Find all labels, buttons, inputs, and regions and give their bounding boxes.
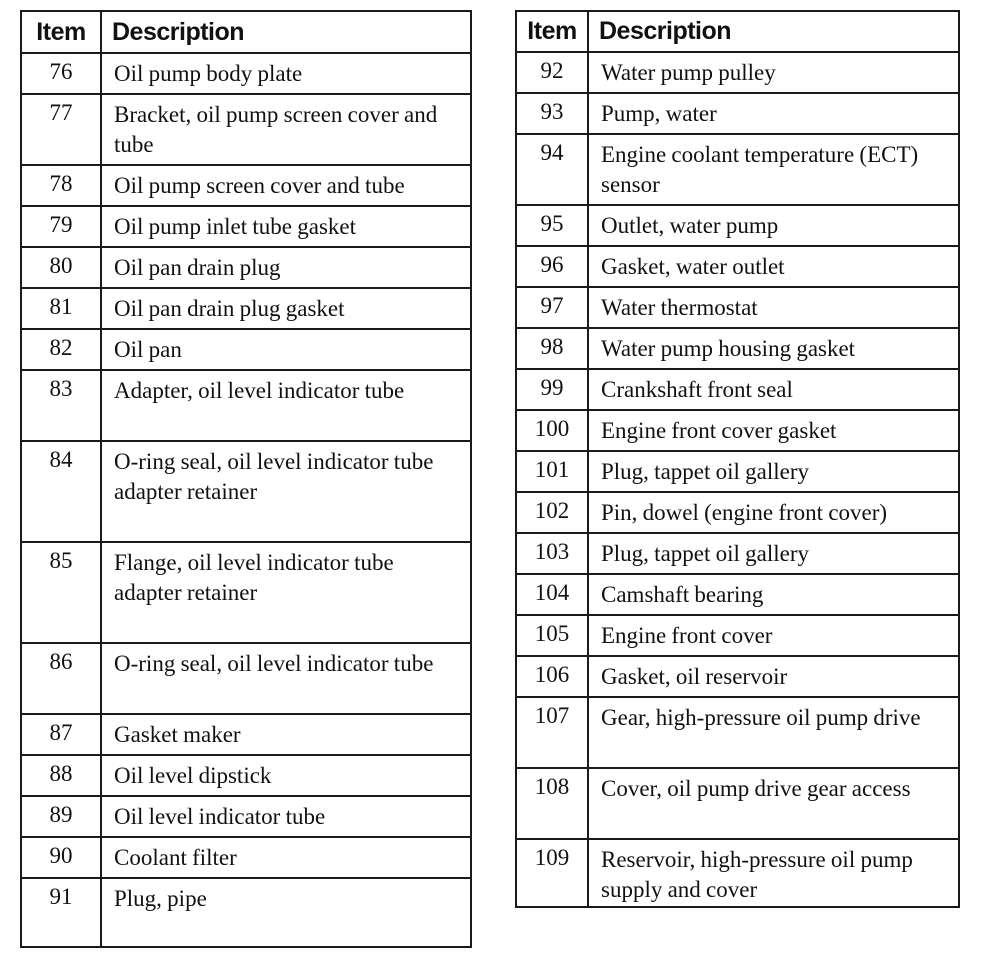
table-row	[516, 533, 959, 574]
item-number: 105	[516, 615, 588, 656]
table-row	[516, 839, 959, 907]
item-number: 97	[516, 287, 588, 328]
item-description: Oil pump screen cover and tube	[101, 165, 471, 206]
table-row	[21, 247, 471, 288]
item-description: Oil level indicator tube	[101, 796, 471, 837]
item-number: 107	[516, 697, 588, 768]
item-number: 106	[516, 656, 588, 697]
item-number: 83	[21, 370, 101, 441]
item-description: Reservoir, high-pressure oil pump supply and cover	[588, 839, 959, 907]
item-description: Flange, oil level indicator tube adapter retainer	[101, 542, 471, 643]
item-description: Crankshaft front seal	[588, 369, 959, 410]
item-number: 77	[21, 94, 101, 165]
table-row	[516, 52, 959, 93]
item-description: Gasket, water outlet	[588, 246, 959, 287]
parts-table-right	[515, 10, 960, 908]
table-row	[21, 878, 471, 947]
item-description: Gasket maker	[101, 714, 471, 755]
table-row	[516, 615, 959, 656]
item-number: 100	[516, 410, 588, 451]
item-number: 104	[516, 574, 588, 615]
table-row	[21, 542, 471, 643]
description-column-header: Description	[101, 11, 471, 53]
item-number: 90	[21, 837, 101, 878]
item-description: O-ring seal, oil level indicator tube adapter retainer	[101, 441, 471, 542]
item-number: 85	[21, 542, 101, 643]
item-description: Engine front cover gasket	[588, 410, 959, 451]
table-row	[516, 205, 959, 246]
table-header-row	[21, 11, 471, 53]
item-description: Outlet, water pump	[588, 205, 959, 246]
item-description: Water thermostat	[588, 287, 959, 328]
item-number: 98	[516, 328, 588, 369]
item-number: 99	[516, 369, 588, 410]
item-number: 82	[21, 329, 101, 370]
item-number: 76	[21, 53, 101, 94]
parts-table-left	[20, 10, 472, 948]
item-number: 91	[21, 878, 101, 947]
item-description: O-ring seal, oil level indicator tube	[101, 643, 471, 714]
item-description: Gear, high-pressure oil pump drive	[588, 697, 959, 768]
table-row	[21, 837, 471, 878]
item-number: 80	[21, 247, 101, 288]
item-description: Engine front cover	[588, 615, 959, 656]
table-row	[21, 370, 471, 441]
table-row	[21, 329, 471, 370]
item-number: 96	[516, 246, 588, 287]
table-row	[516, 328, 959, 369]
item-description: Oil pump inlet tube gasket	[101, 206, 471, 247]
item-description: Cover, oil pump drive gear access	[588, 768, 959, 839]
table-row	[516, 768, 959, 839]
table-row	[21, 288, 471, 329]
description-column-header: Description	[588, 11, 959, 52]
item-description: Plug, tappet oil gallery	[588, 533, 959, 574]
table-row	[516, 134, 959, 205]
item-description: Adapter, oil level indicator tube	[101, 370, 471, 441]
item-number: 95	[516, 205, 588, 246]
table-row	[516, 574, 959, 615]
item-column-header: Item	[21, 11, 101, 53]
table-row	[21, 755, 471, 796]
table-row	[516, 93, 959, 134]
item-description: Bracket, oil pump screen cover and tube	[101, 94, 471, 165]
item-number: 87	[21, 714, 101, 755]
item-number: 89	[21, 796, 101, 837]
item-number: 108	[516, 768, 588, 839]
item-number: 78	[21, 165, 101, 206]
table-row	[516, 246, 959, 287]
item-number: 103	[516, 533, 588, 574]
item-number: 109	[516, 839, 588, 907]
table-row	[21, 94, 471, 165]
item-description: Oil pan drain plug	[101, 247, 471, 288]
item-number: 79	[21, 206, 101, 247]
item-description: Plug, pipe	[101, 878, 471, 947]
table-row	[21, 643, 471, 714]
table-row	[516, 451, 959, 492]
item-column-header: Item	[516, 11, 588, 52]
item-number: 86	[21, 643, 101, 714]
item-description: Camshaft bearing	[588, 574, 959, 615]
table-row	[516, 287, 959, 328]
table-row	[516, 492, 959, 533]
item-description: Water pump housing gasket	[588, 328, 959, 369]
item-number: 81	[21, 288, 101, 329]
item-description: Engine coolant temperature (ECT) sensor	[588, 134, 959, 205]
table-row	[516, 697, 959, 768]
table-row	[21, 714, 471, 755]
item-description: Coolant filter	[101, 837, 471, 878]
item-number: 92	[516, 52, 588, 93]
item-description: Oil pump body plate	[101, 53, 471, 94]
item-description: Water pump pulley	[588, 52, 959, 93]
item-number: 88	[21, 755, 101, 796]
item-description: Oil pan drain plug gasket	[101, 288, 471, 329]
item-description: Pin, dowel (engine front cover)	[588, 492, 959, 533]
item-description: Oil pan	[101, 329, 471, 370]
table-row	[21, 206, 471, 247]
table-row	[516, 410, 959, 451]
table-row	[516, 656, 959, 697]
item-description: Pump, water	[588, 93, 959, 134]
table-row	[21, 796, 471, 837]
item-description: Oil level dipstick	[101, 755, 471, 796]
item-number: 102	[516, 492, 588, 533]
item-description: Plug, tappet oil gallery	[588, 451, 959, 492]
item-description: Gasket, oil reservoir	[588, 656, 959, 697]
item-number: 93	[516, 93, 588, 134]
item-number: 84	[21, 441, 101, 542]
table-row	[21, 441, 471, 542]
table-row	[21, 53, 471, 94]
table-row	[516, 369, 959, 410]
item-number: 94	[516, 134, 588, 205]
table-row	[21, 165, 471, 206]
item-number: 101	[516, 451, 588, 492]
table-header-row	[516, 11, 959, 52]
